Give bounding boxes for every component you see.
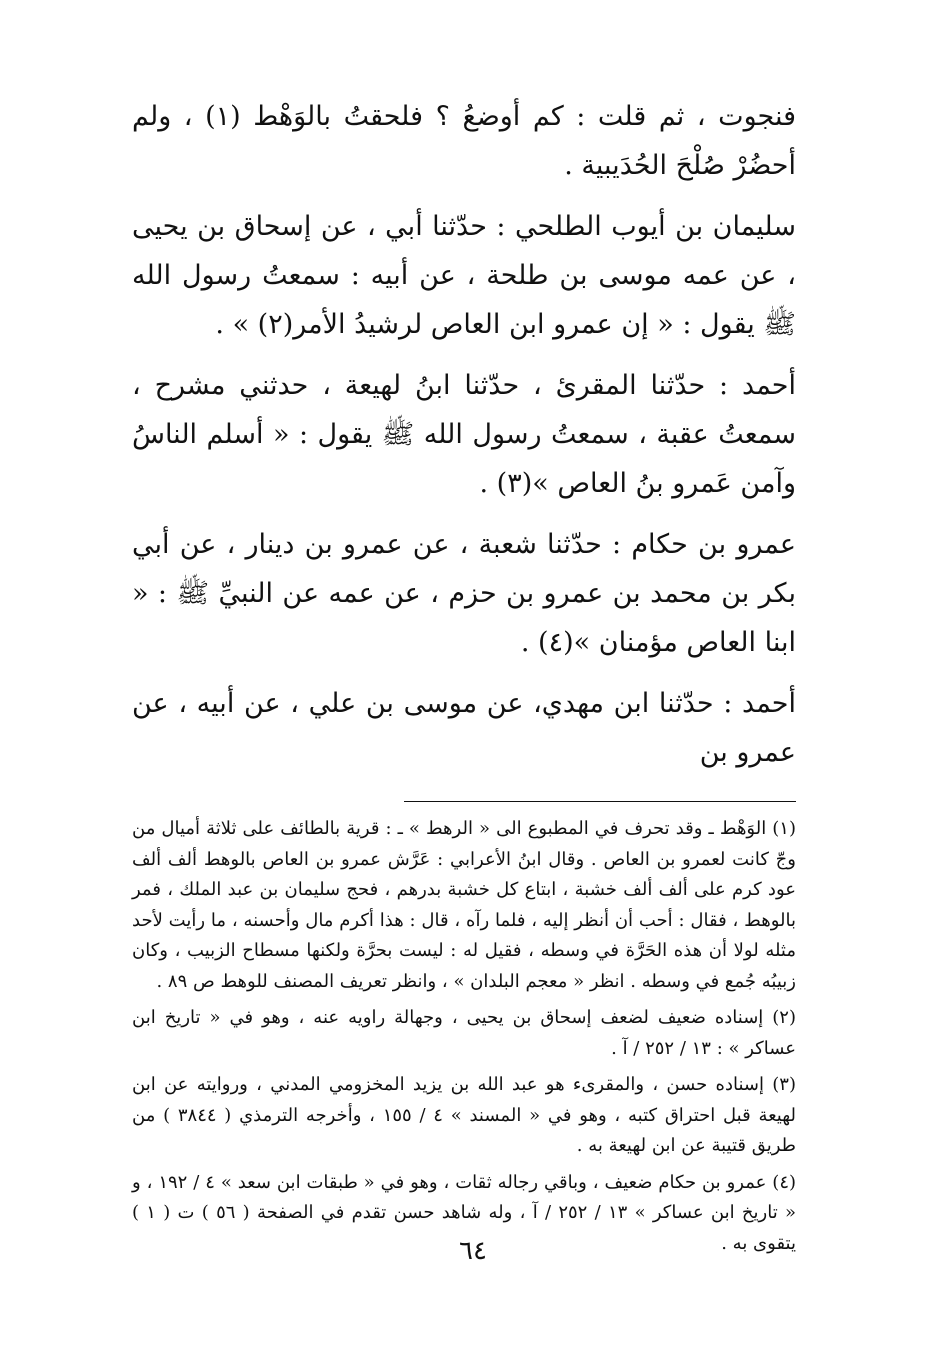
main-paragraph-2: سليمان بن أيوب الطلحي : حدّثنا أبي ، عن إسحاق بن يحيى ، عن عمه موسى بن طلحة ، عن أبيه : سمعتُ رسول الله ﷺ يقول : « إن عمرو ابن العاص لرشيدُ الأمر(٢) » .: [132, 211, 796, 340]
main-paragraph-1: فنجوت ، ثم قلت : كم أوضعُ ؟ فلحقتُ بالوَهْط (١) ، ولم أحضُرْ صُلْحَ الحُدَيبية .: [132, 101, 796, 181]
footnote-divider: [404, 801, 796, 802]
main-text: [132, 92, 796, 777]
page-number: ٦٤: [459, 1236, 487, 1266]
footnote-1: (١) الوَهْط ـ وقد تحرف في المطبوع الى « الرهط » ـ : قرية بالطائف على ثلاثة أميال من وجّ كانت لعمرو بن العاص . وقال ابنُ الأعرابي : عَرَّش عمرو بن العاص بالوهط ألف ألف عود كرم على ألف ألف خشبة ، ابتاع كل خشبة بدرهم ، فحج سليمان بن عبد الملك ، فمر بالوهط ، فقال : أحب أن أنظر إليه ، فلما رآه ، قال : هذا أكرم مال وأحسنه ، ما رأيت لأحد مثله لولا أن هذه الحَرَّة في وسطه ، فقيل له : ليست بحرَّة ولكنها مسطاح الزبيب ، وكان زبيبُه جُمع في وسطه . انظر « معجم البلدان » ، وانظر تعريف المصنف للوهط ص ٨٩ .: [132, 818, 796, 992]
main-paragraph-4: عمرو بن حكام : حدّثنا شعبة ، عن عمرو بن دينار ، عن أبي بكر بن محمد بن عمرو بن حزم ، عن عمه عن النبيِّ ﷺ : « ابنا العاص مؤمنان »(٤) .: [132, 529, 796, 658]
footnote-3: (٣) إسناده حسن ، والمقرىء هو عبد الله بن يزيد المخزومي المدني ، وروايته عن ابن لهيعة قبل احتراق كتبه ، وهو في « المسند » ٤ / ١٥٥ ، وأخرجه الترمذي ( ٣٨٤٤ ) من طريق قتيبة عن ابن لهيعة به .: [132, 1074, 797, 1156]
footnotes: [132, 814, 796, 1259]
footnote-2: (٢) إسناده ضعيف لضعف إسحاق بن يحيى ، وجهالة راويه عنه ، وهو في « تاريخ ابن عساكر » : ١٣ / ٢٥٢ / آ .: [132, 1007, 796, 1059]
footnote-4: (٤) عمرو بن حكام ضعيف ، وباقي رجاله ثقات ، وهو في « طبقات ابن سعد » ٤ / ١٩٢ ، و « تاريخ ابن عساكر » ١٣ / ٢٥٢ / آ ، وله شاهد حسن تقدم في الصفحة ( ٥٦ ) ت ( ١ ) يتقوى به .: [132, 1171, 797, 1254]
main-paragraph-3: أحمد : حدّثنا المقرئ ، حدّثنا ابنُ لهيعة ، حدثني مشرح ، سمعتُ عقبة ، سمعتُ رسول الله ﷺ يقول : « أسلم الناسُ وآمن عَمرو بنُ العاص »(٣) .: [132, 370, 796, 499]
main-paragraph-5: أحمد : حدّثنا ابن مهدي، عن موسى بن علي ، عن أبيه ، عن عمرو بن: [132, 688, 796, 768]
